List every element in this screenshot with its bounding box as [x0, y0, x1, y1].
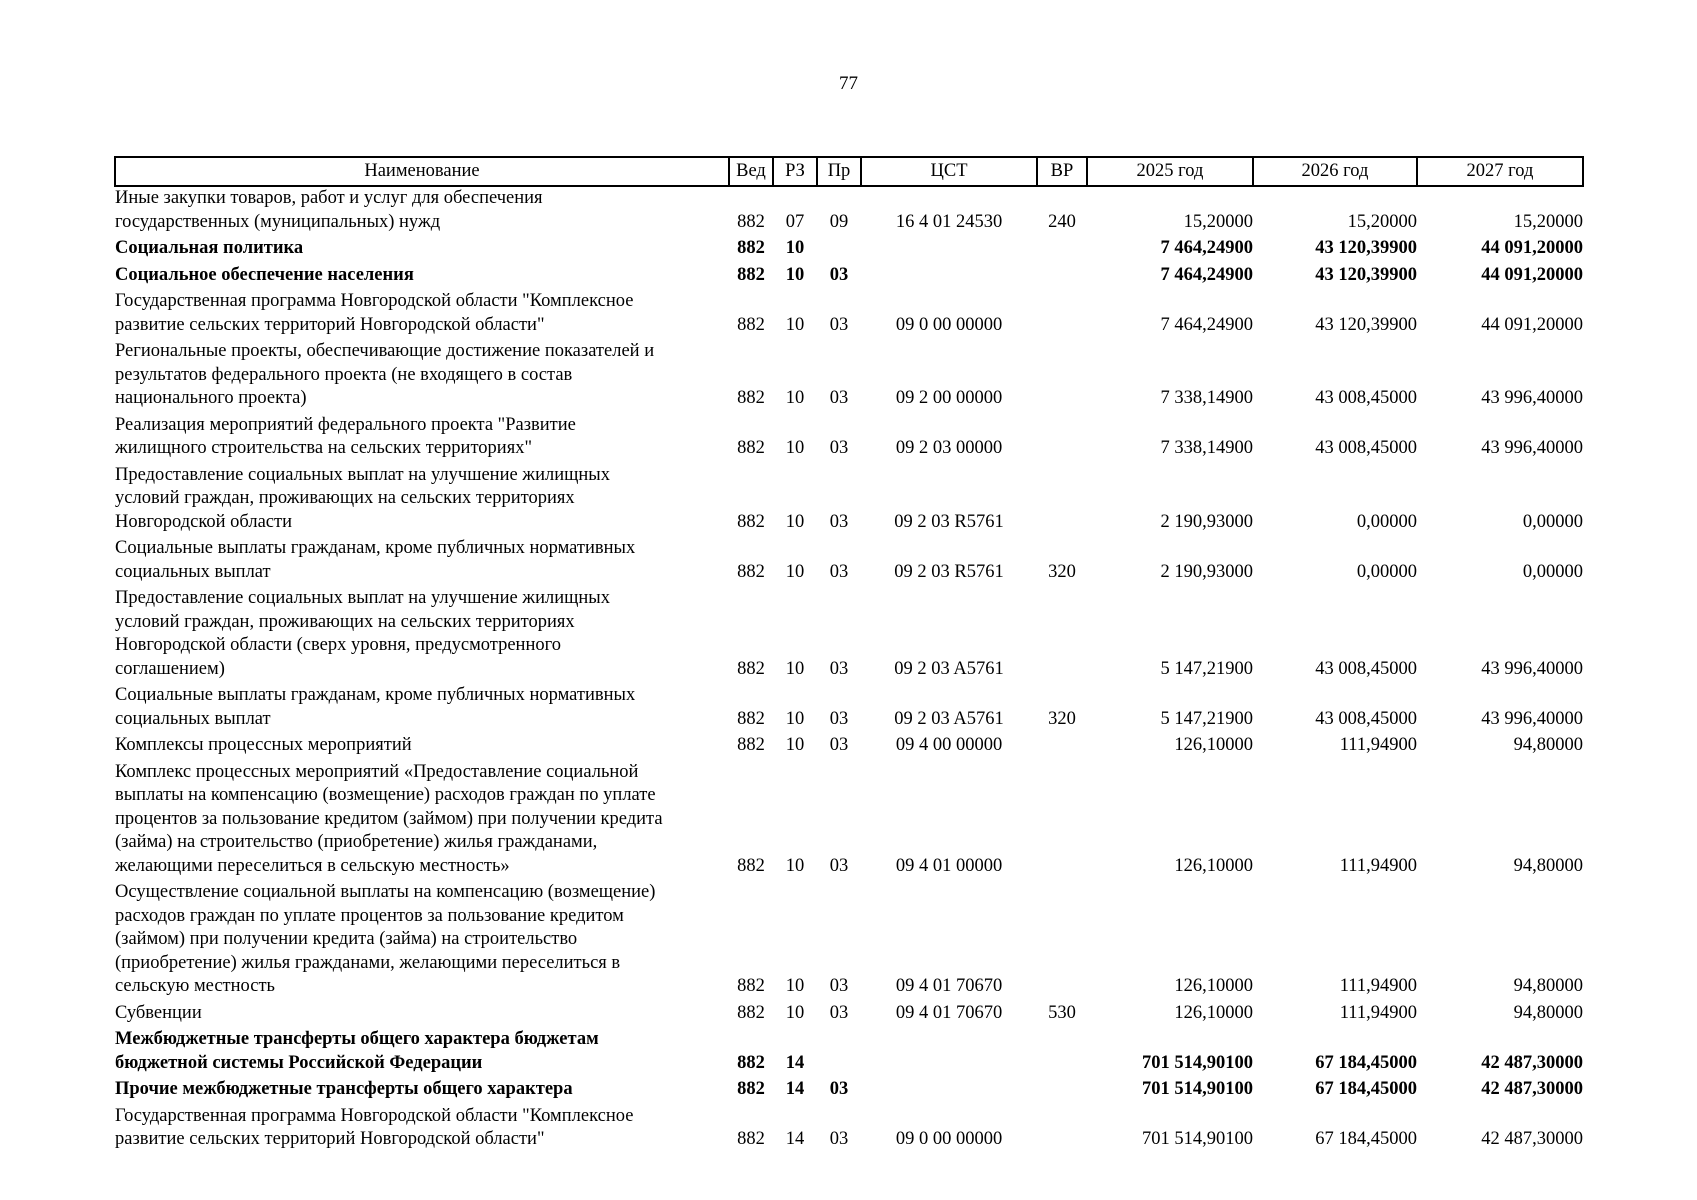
rz-cell: 10: [785, 855, 805, 876]
rz-cell: 10: [785, 511, 805, 532]
amount-2025-cell: 701 514,90100: [1142, 1052, 1253, 1073]
name-cell: [115, 186, 729, 237]
pr-cell: 09: [829, 211, 849, 232]
name-line: Иные закупки товаров, работ и услуг для обеспечения: [115, 188, 543, 208]
name-line: Региональные проекты, обеспечивающие достижение показателей и: [115, 341, 655, 361]
budget-table: [114, 156, 1584, 1155]
header-name: Наименование: [115, 157, 729, 186]
ved-cell: 882: [737, 976, 765, 996]
name-cell: [115, 264, 729, 291]
amount-2025-cell: 701 514,90100: [1142, 1079, 1253, 1099]
cst-cell: 09 2 03 R5761: [894, 561, 1004, 582]
rz-cell: 10: [785, 976, 805, 996]
name-line: Комплекс процессных мероприятий «Предоставление социальной: [115, 761, 639, 782]
cst-cell: 09 2 03 00000: [895, 438, 1003, 458]
amount-2025-cell: 701 514,90100: [1142, 1129, 1253, 1149]
name-line: условий граждан, проживающих на сельских территориях: [115, 488, 575, 508]
amount-2026-cell: 43 008,45000: [1315, 438, 1417, 458]
rz-cell: 07: [785, 211, 805, 232]
table-row: [115, 186, 1583, 237]
vr-cell: [1037, 761, 1087, 882]
table-row: [115, 761, 1583, 882]
table-row: [115, 881, 1583, 1002]
name-line: Новгородской области (сверх уровня, предусмотренного: [115, 635, 561, 655]
amount-2026-cell: 43 120,39900: [1315, 314, 1417, 335]
rz-cell: 10: [785, 238, 805, 258]
amount-2027-cell: 42 487,30000: [1481, 1079, 1583, 1099]
amount-2026-cell: 67 184,45000: [1315, 1129, 1417, 1149]
cst-cell: 09 4 01 00000: [895, 855, 1003, 876]
ved-cell: 882: [737, 658, 765, 679]
amount-2027-cell: 43 996,40000: [1481, 658, 1583, 679]
header-ved: Вед: [729, 157, 773, 186]
name-line: желающими переселиться в сельскую местность»: [115, 855, 510, 876]
ved-cell: 882: [737, 1052, 765, 1073]
rz-cell: 10: [785, 264, 805, 285]
amount-2025-cell: 126,10000: [1174, 976, 1253, 996]
table-body: [115, 186, 1583, 1155]
name-line: социальных выплат: [115, 561, 271, 582]
name-line: национального проекта): [115, 388, 307, 408]
amount-2025-cell: 7 464,24900: [1160, 264, 1253, 285]
name-line: Социальные выплаты гражданам, кроме публичных нормативных: [115, 685, 636, 705]
rz-cell: 14: [785, 1079, 805, 1099]
vr-cell: [1037, 1028, 1087, 1078]
amount-2025-cell: 5 147,21900: [1160, 708, 1253, 729]
amount-2027-cell: 43 996,40000: [1481, 438, 1583, 458]
page-number: 77: [839, 73, 858, 94]
amount-2026-cell: 0,00000: [1356, 561, 1417, 582]
pr-cell: 03: [829, 388, 849, 408]
name-line: социальных выплат: [115, 708, 271, 729]
pr-cell: [817, 1028, 861, 1078]
name-line: условий граждан, проживающих на сельских территориях: [115, 611, 575, 632]
amount-2025-cell: 7 338,14900: [1160, 438, 1253, 458]
amount-2026-cell: 111,94900: [1339, 1002, 1417, 1023]
pr-cell: 03: [829, 1002, 849, 1023]
cst-cell: 09 2 03 A5761: [894, 658, 1004, 679]
name-line: Государственная программа Новгородской области "Комплексное: [115, 1105, 634, 1126]
vr-cell: [1037, 734, 1087, 761]
name-cell: [115, 734, 729, 761]
name-line: результатов федерального проекта (не входящего в состав: [115, 364, 573, 385]
ved-cell: 882: [737, 708, 765, 729]
vr-cell: [1037, 414, 1087, 464]
amount-2027-cell: 42 487,30000: [1481, 1129, 1583, 1149]
name-cell: [115, 1028, 729, 1078]
name-line: Субвенции: [115, 1002, 202, 1023]
amount-2027-cell: 43 996,40000: [1481, 708, 1583, 729]
pr-cell: 03: [829, 735, 849, 755]
name-cell: [115, 1002, 729, 1029]
amount-2027-cell: 0,00000: [1522, 511, 1583, 532]
table-row: [115, 414, 1583, 464]
amount-2025-cell: 7 464,24900: [1160, 314, 1253, 335]
header-2025: 2025 год: [1087, 157, 1253, 186]
cst-cell: 09 2 03 A5761: [894, 708, 1004, 729]
header-2026: 2026 год: [1253, 157, 1417, 186]
name-line: государственных (муниципальных) нужд: [115, 211, 441, 232]
rz-cell: 10: [785, 708, 805, 729]
name-cell: [115, 1105, 729, 1155]
name-line: Предоставление социальных выплат на улучшение жилищных: [115, 464, 610, 485]
table-row: [115, 464, 1583, 538]
name-cell: [115, 761, 729, 882]
table-row: [115, 264, 1583, 291]
amount-2025-cell: 2 190,93000: [1160, 561, 1253, 582]
ved-cell: 882: [737, 1002, 765, 1023]
amount-2025-cell: 126,10000: [1174, 855, 1253, 876]
table-header-row: [115, 157, 1583, 186]
cst-cell: 09 2 00 00000: [895, 388, 1003, 408]
name-cell: [115, 237, 729, 264]
cst-cell: [861, 264, 1037, 291]
ved-cell: 882: [737, 561, 765, 582]
amount-2027-cell: 0,00000: [1522, 561, 1583, 582]
name-line: (приобретение) жилья гражданами, желающими переселиться в: [115, 952, 621, 973]
pr-cell: 03: [829, 658, 849, 679]
name-line: расходов граждан по уплате процентов за пользование кредитом: [115, 905, 624, 926]
cst-cell: 09 4 01 70670: [895, 1002, 1003, 1023]
amount-2025-cell: 7 338,14900: [1160, 388, 1253, 408]
amount-2026-cell: 67 184,45000: [1315, 1052, 1417, 1073]
name-line: (займа) на строительство (приобретение) жилья гражданами,: [115, 832, 598, 852]
amount-2026-cell: 111,94900: [1339, 855, 1417, 876]
name-line: Новгородской области: [115, 511, 292, 532]
cst-cell: 09 0 00 00000: [895, 314, 1003, 335]
pr-cell: 03: [829, 438, 849, 458]
amount-2025-cell: 7 464,24900: [1160, 238, 1253, 258]
amount-2025-cell: 2 190,93000: [1160, 511, 1253, 532]
pr-cell: [817, 237, 861, 264]
amount-2027-cell: 43 996,40000: [1481, 388, 1583, 408]
table-row: [115, 537, 1583, 587]
name-cell: [115, 1078, 729, 1105]
name-line: развитие сельских территорий Новгородской области": [115, 1129, 545, 1149]
amount-2027-cell: 42 487,30000: [1481, 1052, 1583, 1073]
ved-cell: 882: [737, 438, 765, 458]
amount-2026-cell: 111,94900: [1339, 735, 1417, 755]
ved-cell: 882: [737, 238, 765, 258]
vr-cell: [1037, 881, 1087, 1002]
cst-cell: 09 4 01 70670: [895, 976, 1003, 996]
name-line: Предоставление социальных выплат на улучшение жилищных: [115, 588, 610, 608]
pr-cell: 03: [829, 511, 849, 532]
vr-cell: [1037, 1078, 1087, 1105]
amount-2026-cell: 43 008,45000: [1315, 708, 1417, 729]
ved-cell: 882: [737, 388, 765, 408]
table-row: [115, 587, 1583, 684]
name-line: Социальные выплаты гражданам, кроме публичных нормативных: [115, 538, 636, 558]
cst-cell: [861, 1028, 1037, 1078]
amount-2027-cell: 94,80000: [1513, 1002, 1583, 1023]
name-cell: [115, 464, 729, 538]
amount-2026-cell: 43 008,45000: [1315, 658, 1417, 679]
cst-cell: 09 0 00 00000: [895, 1129, 1003, 1149]
name-cell: [115, 537, 729, 587]
vr-cell: [1037, 264, 1087, 291]
rz-cell: 10: [785, 438, 805, 458]
pr-cell: 03: [829, 264, 849, 285]
name-cell: [115, 290, 729, 340]
amount-2027-cell: 44 091,20000: [1481, 314, 1583, 335]
amount-2026-cell: 111,94900: [1339, 976, 1417, 996]
amount-2027-cell: 94,80000: [1513, 735, 1583, 755]
rz-cell: 14: [785, 1052, 805, 1073]
pr-cell: 03: [829, 314, 849, 335]
name-line: Реализация мероприятий федерального проекта "Развитие: [115, 414, 576, 435]
pr-cell: 03: [829, 1079, 849, 1099]
table-row: [115, 684, 1583, 734]
table-row: [115, 1002, 1583, 1029]
amount-2027-cell: 15,20000: [1513, 211, 1583, 232]
ved-cell: 882: [737, 511, 765, 532]
amount-2026-cell: 0,00000: [1356, 511, 1417, 532]
rz-cell: 10: [785, 388, 805, 408]
amount-2027-cell: 94,80000: [1513, 855, 1583, 876]
ved-cell: 882: [737, 211, 765, 232]
header-2027: 2027 год: [1417, 157, 1583, 186]
name-line: процентов за пользование кредитом (займом) при получении кредита: [115, 808, 663, 829]
ved-cell: 882: [737, 1079, 765, 1099]
amount-2027-cell: 94,80000: [1513, 976, 1583, 996]
name-line: Социальное обеспечение населения: [115, 264, 414, 285]
vr-cell: 320: [1048, 561, 1076, 582]
header-pr: Пр: [817, 157, 861, 186]
name-line: сельскую местность: [115, 976, 275, 996]
amount-2026-cell: 43 008,45000: [1315, 388, 1417, 408]
cst-cell: [861, 1078, 1037, 1105]
name-line: Осуществление социальной выплаты на компенсацию (возмещение): [115, 882, 656, 902]
name-line: Государственная программа Новгородской области "Комплексное: [115, 291, 634, 311]
name-line: Прочие межбюджетные трансферты общего характера: [115, 1079, 573, 1099]
table-row: [115, 237, 1583, 264]
rz-cell: 10: [785, 1002, 805, 1023]
rz-cell: 10: [785, 561, 805, 582]
table-row: [115, 290, 1583, 340]
ved-cell: 882: [737, 1129, 765, 1149]
ved-cell: 882: [737, 855, 765, 876]
header-vr: ВР: [1037, 157, 1087, 186]
vr-cell: 240: [1048, 211, 1076, 232]
name-line: Социальная политика: [115, 238, 304, 258]
rz-cell: 10: [785, 658, 805, 679]
ved-cell: 882: [737, 314, 765, 335]
amount-2027-cell: 44 091,20000: [1481, 238, 1583, 258]
rz-cell: 10: [785, 314, 805, 335]
cst-cell: 16 4 01 24530: [895, 211, 1003, 232]
table-row: [115, 340, 1583, 414]
vr-cell: [1037, 290, 1087, 340]
name-line: жилищного строительства на сельских территориях": [115, 438, 532, 458]
ved-cell: 882: [737, 264, 765, 285]
header-cst: ЦСТ: [861, 157, 1037, 186]
amount-2026-cell: 67 184,45000: [1315, 1079, 1417, 1099]
rz-cell: 10: [785, 735, 805, 755]
name-line: Комплексы процессных мероприятий: [115, 735, 412, 755]
cst-cell: 09 2 03 R5761: [894, 511, 1004, 532]
pr-cell: 03: [829, 855, 849, 876]
cst-cell: 09 4 00 00000: [895, 735, 1003, 755]
vr-cell: [1037, 464, 1087, 538]
amount-2026-cell: 43 120,39900: [1315, 264, 1417, 285]
name-cell: [115, 881, 729, 1002]
ved-cell: 882: [737, 735, 765, 755]
header-rz: РЗ: [773, 157, 817, 186]
name-line: Межбюджетные трансферты общего характера бюджетам: [115, 1029, 599, 1049]
table-row: [115, 1028, 1583, 1078]
vr-cell: [1037, 237, 1087, 264]
amount-2026-cell: 43 120,39900: [1315, 238, 1417, 258]
pr-cell: 03: [829, 1129, 849, 1149]
name-line: бюджетной системы Российской Федерации: [115, 1052, 483, 1073]
amount-2025-cell: 5 147,21900: [1160, 658, 1253, 679]
table-row: [115, 1105, 1583, 1155]
vr-cell: 320: [1048, 708, 1076, 729]
name-cell: [115, 684, 729, 734]
name-line: развитие сельских территорий Новгородской области": [115, 314, 545, 335]
vr-cell: 530: [1048, 1002, 1076, 1023]
amount-2027-cell: 44 091,20000: [1481, 264, 1583, 285]
table-row: [115, 734, 1583, 761]
name-cell: [115, 340, 729, 414]
table-row: [115, 1078, 1583, 1105]
vr-cell: [1037, 340, 1087, 414]
pr-cell: 03: [829, 976, 849, 996]
amount-2025-cell: 126,10000: [1174, 735, 1253, 755]
cst-cell: [861, 237, 1037, 264]
vr-cell: [1037, 587, 1087, 684]
amount-2026-cell: 15,20000: [1347, 211, 1417, 232]
pr-cell: 03: [829, 561, 849, 582]
amount-2025-cell: 15,20000: [1183, 211, 1253, 232]
name-cell: [115, 587, 729, 684]
vr-cell: [1037, 1105, 1087, 1155]
rz-cell: 14: [785, 1129, 805, 1149]
name-line: (займом) при получении кредита (займа) на строительство: [115, 929, 578, 949]
name-line: выплаты на компенсацию (возмещение) расходов граждан по уплате: [115, 785, 656, 805]
amount-2025-cell: 126,10000: [1174, 1002, 1253, 1023]
name-line: соглашением): [115, 658, 225, 679]
name-cell: [115, 414, 729, 464]
pr-cell: 03: [829, 708, 849, 729]
